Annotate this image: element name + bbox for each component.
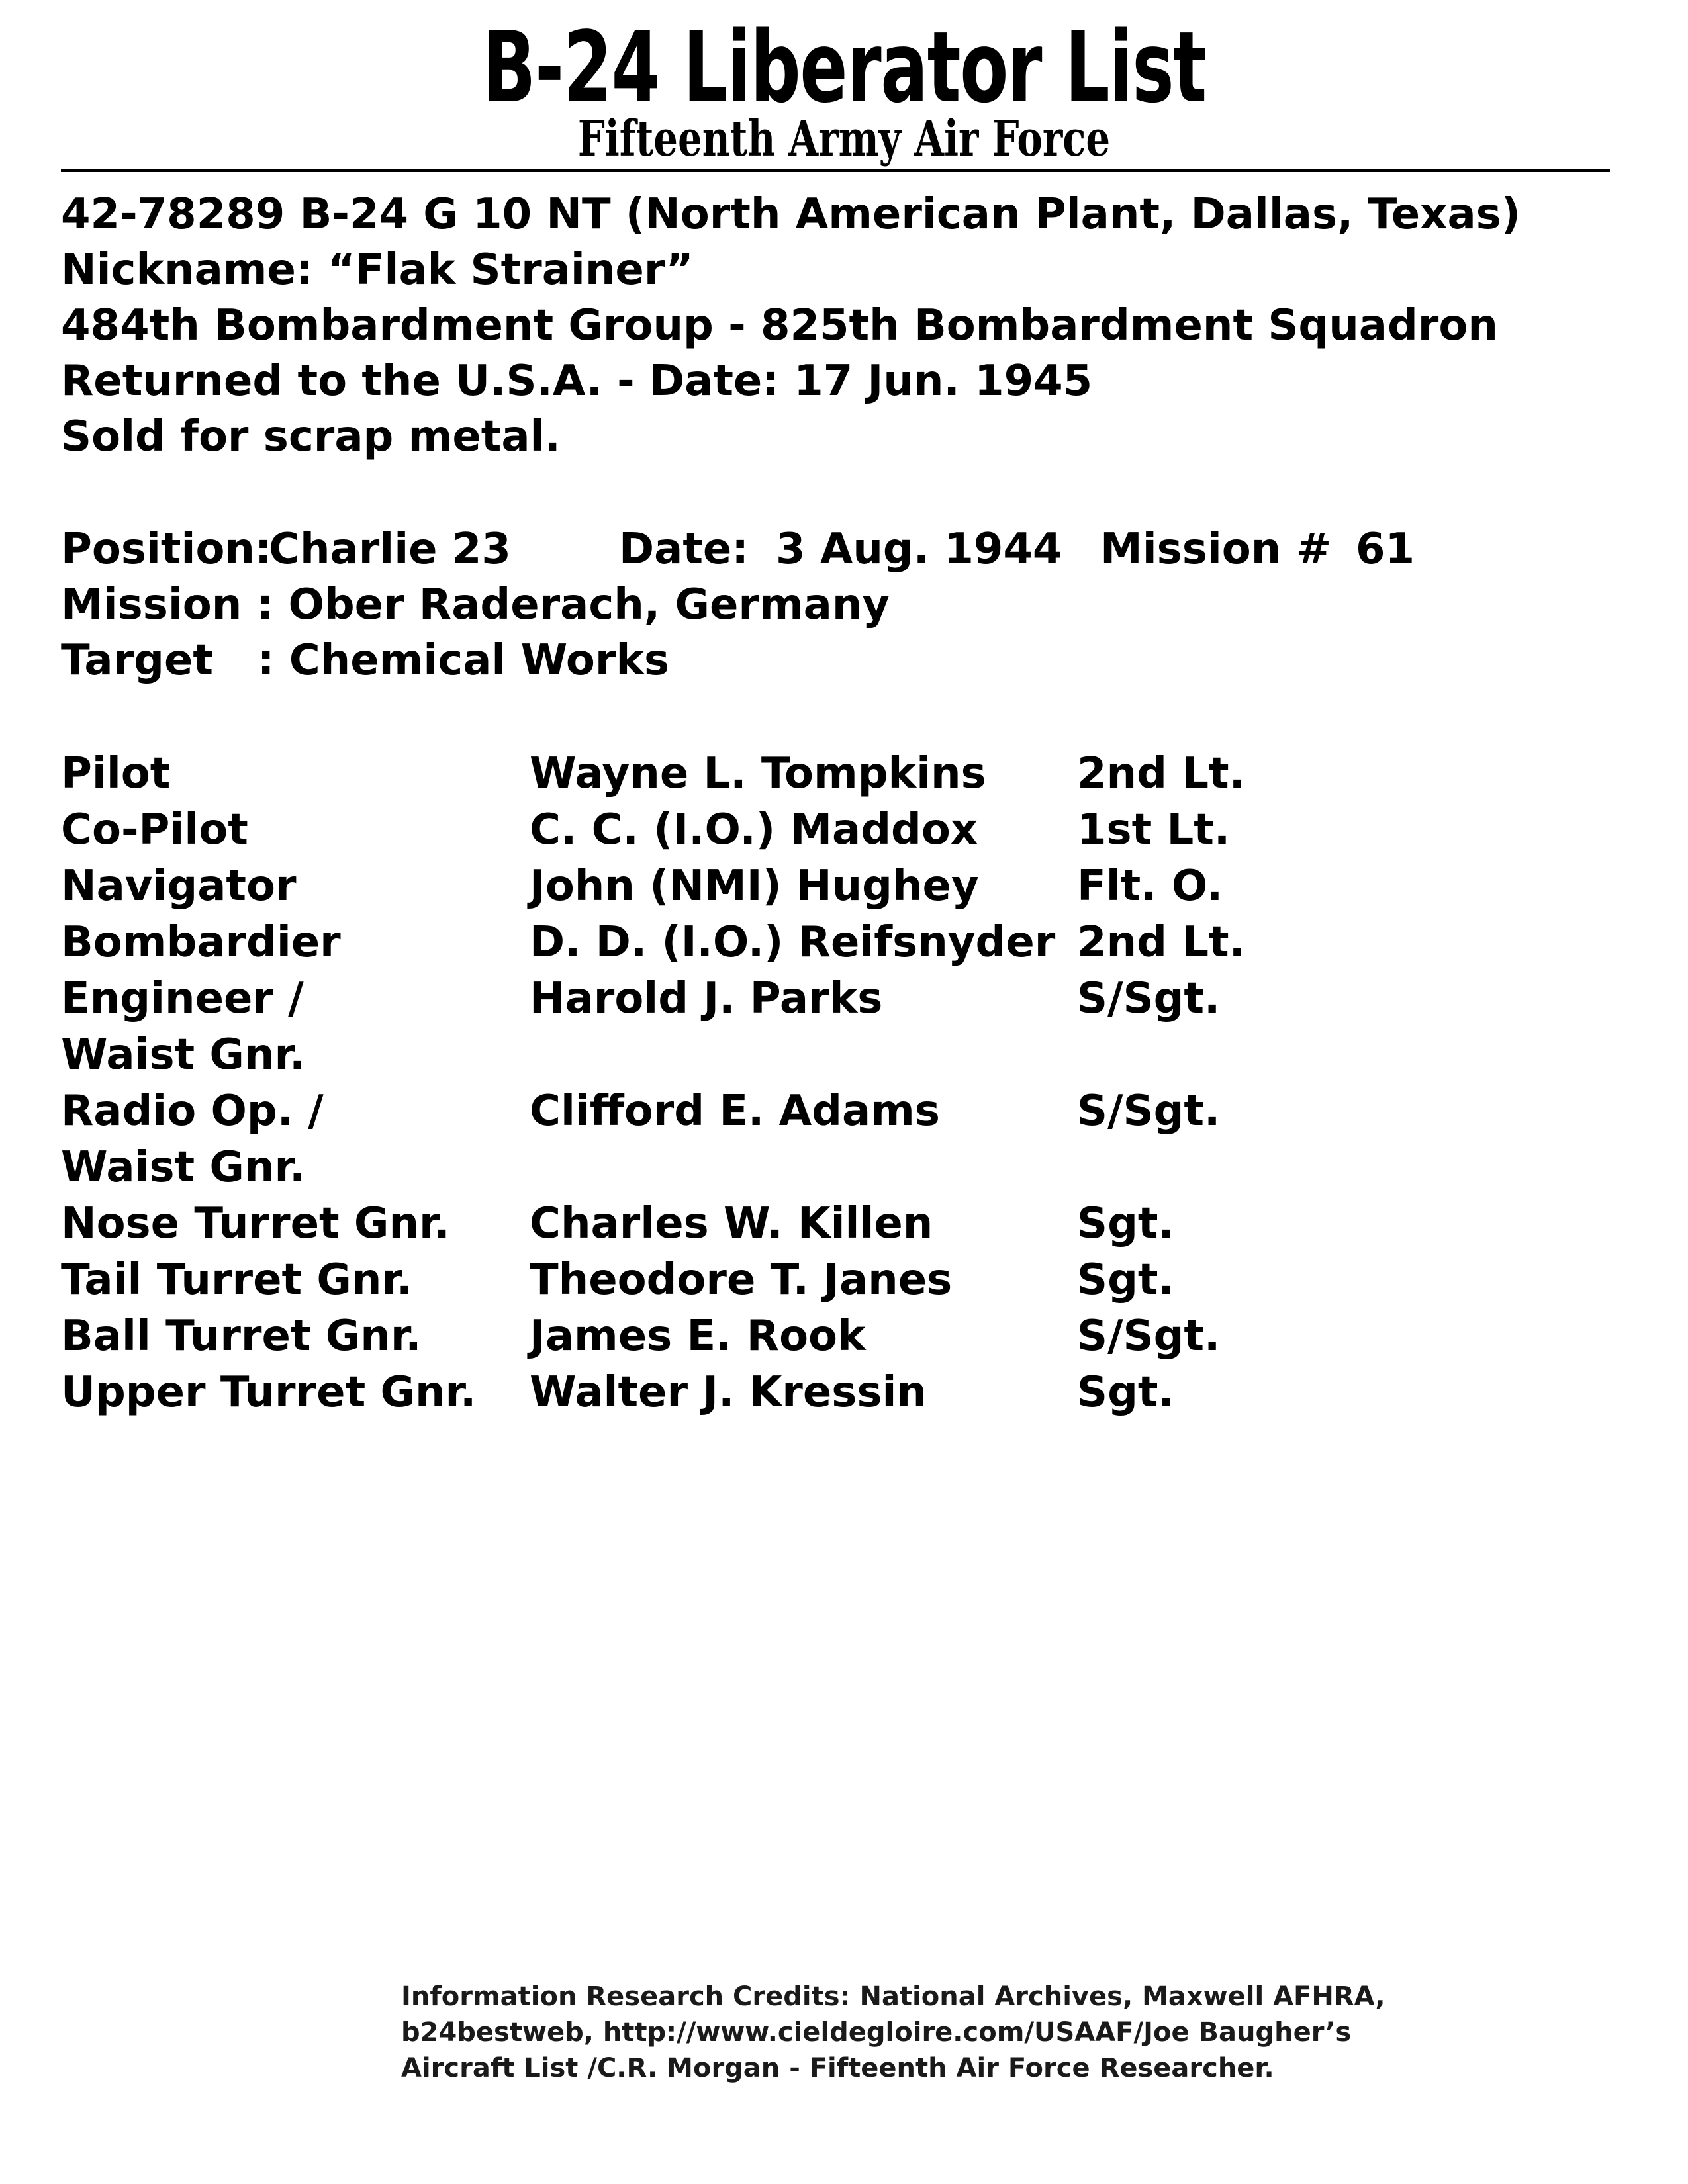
aircraft-serial: 42-78289 B-24 G 10 NT (North American Plant, Dallas, Texas) (61, 190, 1521, 239)
page-subtitle: Fifteenth Army Air Force (577, 111, 1111, 167)
crew-name: Harold J. Parks (530, 974, 883, 1023)
crew-rank: S/Sgt. (1077, 974, 1221, 1023)
crew-rank: 1st Lt. (1077, 805, 1231, 854)
mission-location: Mission : Ober Raderach, Germany (61, 580, 890, 629)
crew-name: C. C. (I.O.) Maddox (530, 805, 978, 854)
aircraft-unit: 484th Bombardment Group - 825th Bombardment Squadron (61, 301, 1498, 350)
crew-name: James E. Rook (530, 1312, 866, 1361)
aircraft-returned: Returned to the U.S.A. - Date: 17 Jun. 1945 (61, 357, 1093, 406)
crew-name: Charles W. Killen (530, 1199, 933, 1248)
page-title: B-24 Liberator List (482, 11, 1206, 124)
date-value: 3 Aug. 1944 (776, 525, 1062, 574)
crew-rank: S/Sgt. (1077, 1087, 1221, 1136)
crew-role-continued: Waist Gnr. (61, 1030, 306, 1079)
crew-role-continued: Waist Gnr. (61, 1143, 306, 1192)
crew-rank: Sgt. (1077, 1255, 1174, 1304)
credits-line: Aircraft List /C.R. Morgan - Fifteenth Air Force Researcher. (401, 2053, 1274, 2083)
crew-name: D. D. (I.O.) Reifsnyder (530, 918, 1056, 967)
crew-name: Theodore T. Janes (530, 1255, 953, 1304)
mission-number-value: 61 (1356, 525, 1415, 574)
mission-number-label: Mission # (1100, 525, 1332, 574)
crew-rank: Flt. O. (1077, 862, 1223, 911)
position-label: Position: (61, 525, 272, 574)
aircraft-nickname: Nickname: “Flak Strainer” (61, 246, 694, 295)
crew-role: Co-Pilot (61, 805, 248, 854)
crew-role: Nose Turret Gnr. (61, 1199, 450, 1248)
crew-name: John (NMI) Hughey (530, 862, 979, 911)
crew-role: Navigator (61, 862, 297, 911)
crew-role: Tail Turret Gnr. (61, 1255, 413, 1304)
crew-rank: 2nd Lt. (1077, 749, 1245, 798)
crew-role: Upper Turret Gnr. (61, 1368, 477, 1417)
mission-target: Target : Chemical Works (61, 636, 670, 685)
crew-rank: Sgt. (1077, 1199, 1174, 1248)
position-value: Charlie 23 (269, 525, 511, 574)
credits-line: Information Research Credits: National Archives, Maxwell AFHRA, (401, 1981, 1385, 2012)
crew-role: Bombardier (61, 918, 341, 967)
header-divider (61, 169, 1610, 172)
crew-role: Radio Op. / (61, 1087, 324, 1136)
crew-name: Clifford E. Adams (530, 1087, 940, 1136)
aircraft-fate: Sold for scrap metal. (61, 412, 561, 461)
crew-rank: S/Sgt. (1077, 1312, 1221, 1361)
crew-rank: 2nd Lt. (1077, 918, 1245, 967)
credits-line: b24bestweb, http://www.cieldegloire.com/USAAF/Joe Baugher’s (401, 2017, 1352, 2048)
date-label: Date: (619, 525, 749, 574)
crew-role: Pilot (61, 749, 171, 798)
crew-role: Engineer / (61, 974, 304, 1023)
crew-name: Wayne L. Tompkins (530, 749, 986, 798)
crew-name: Walter J. Kressin (530, 1368, 927, 1417)
crew-rank: Sgt. (1077, 1368, 1174, 1417)
crew-role: Ball Turret Gnr. (61, 1312, 422, 1361)
research-credits (401, 1979, 1460, 2086)
